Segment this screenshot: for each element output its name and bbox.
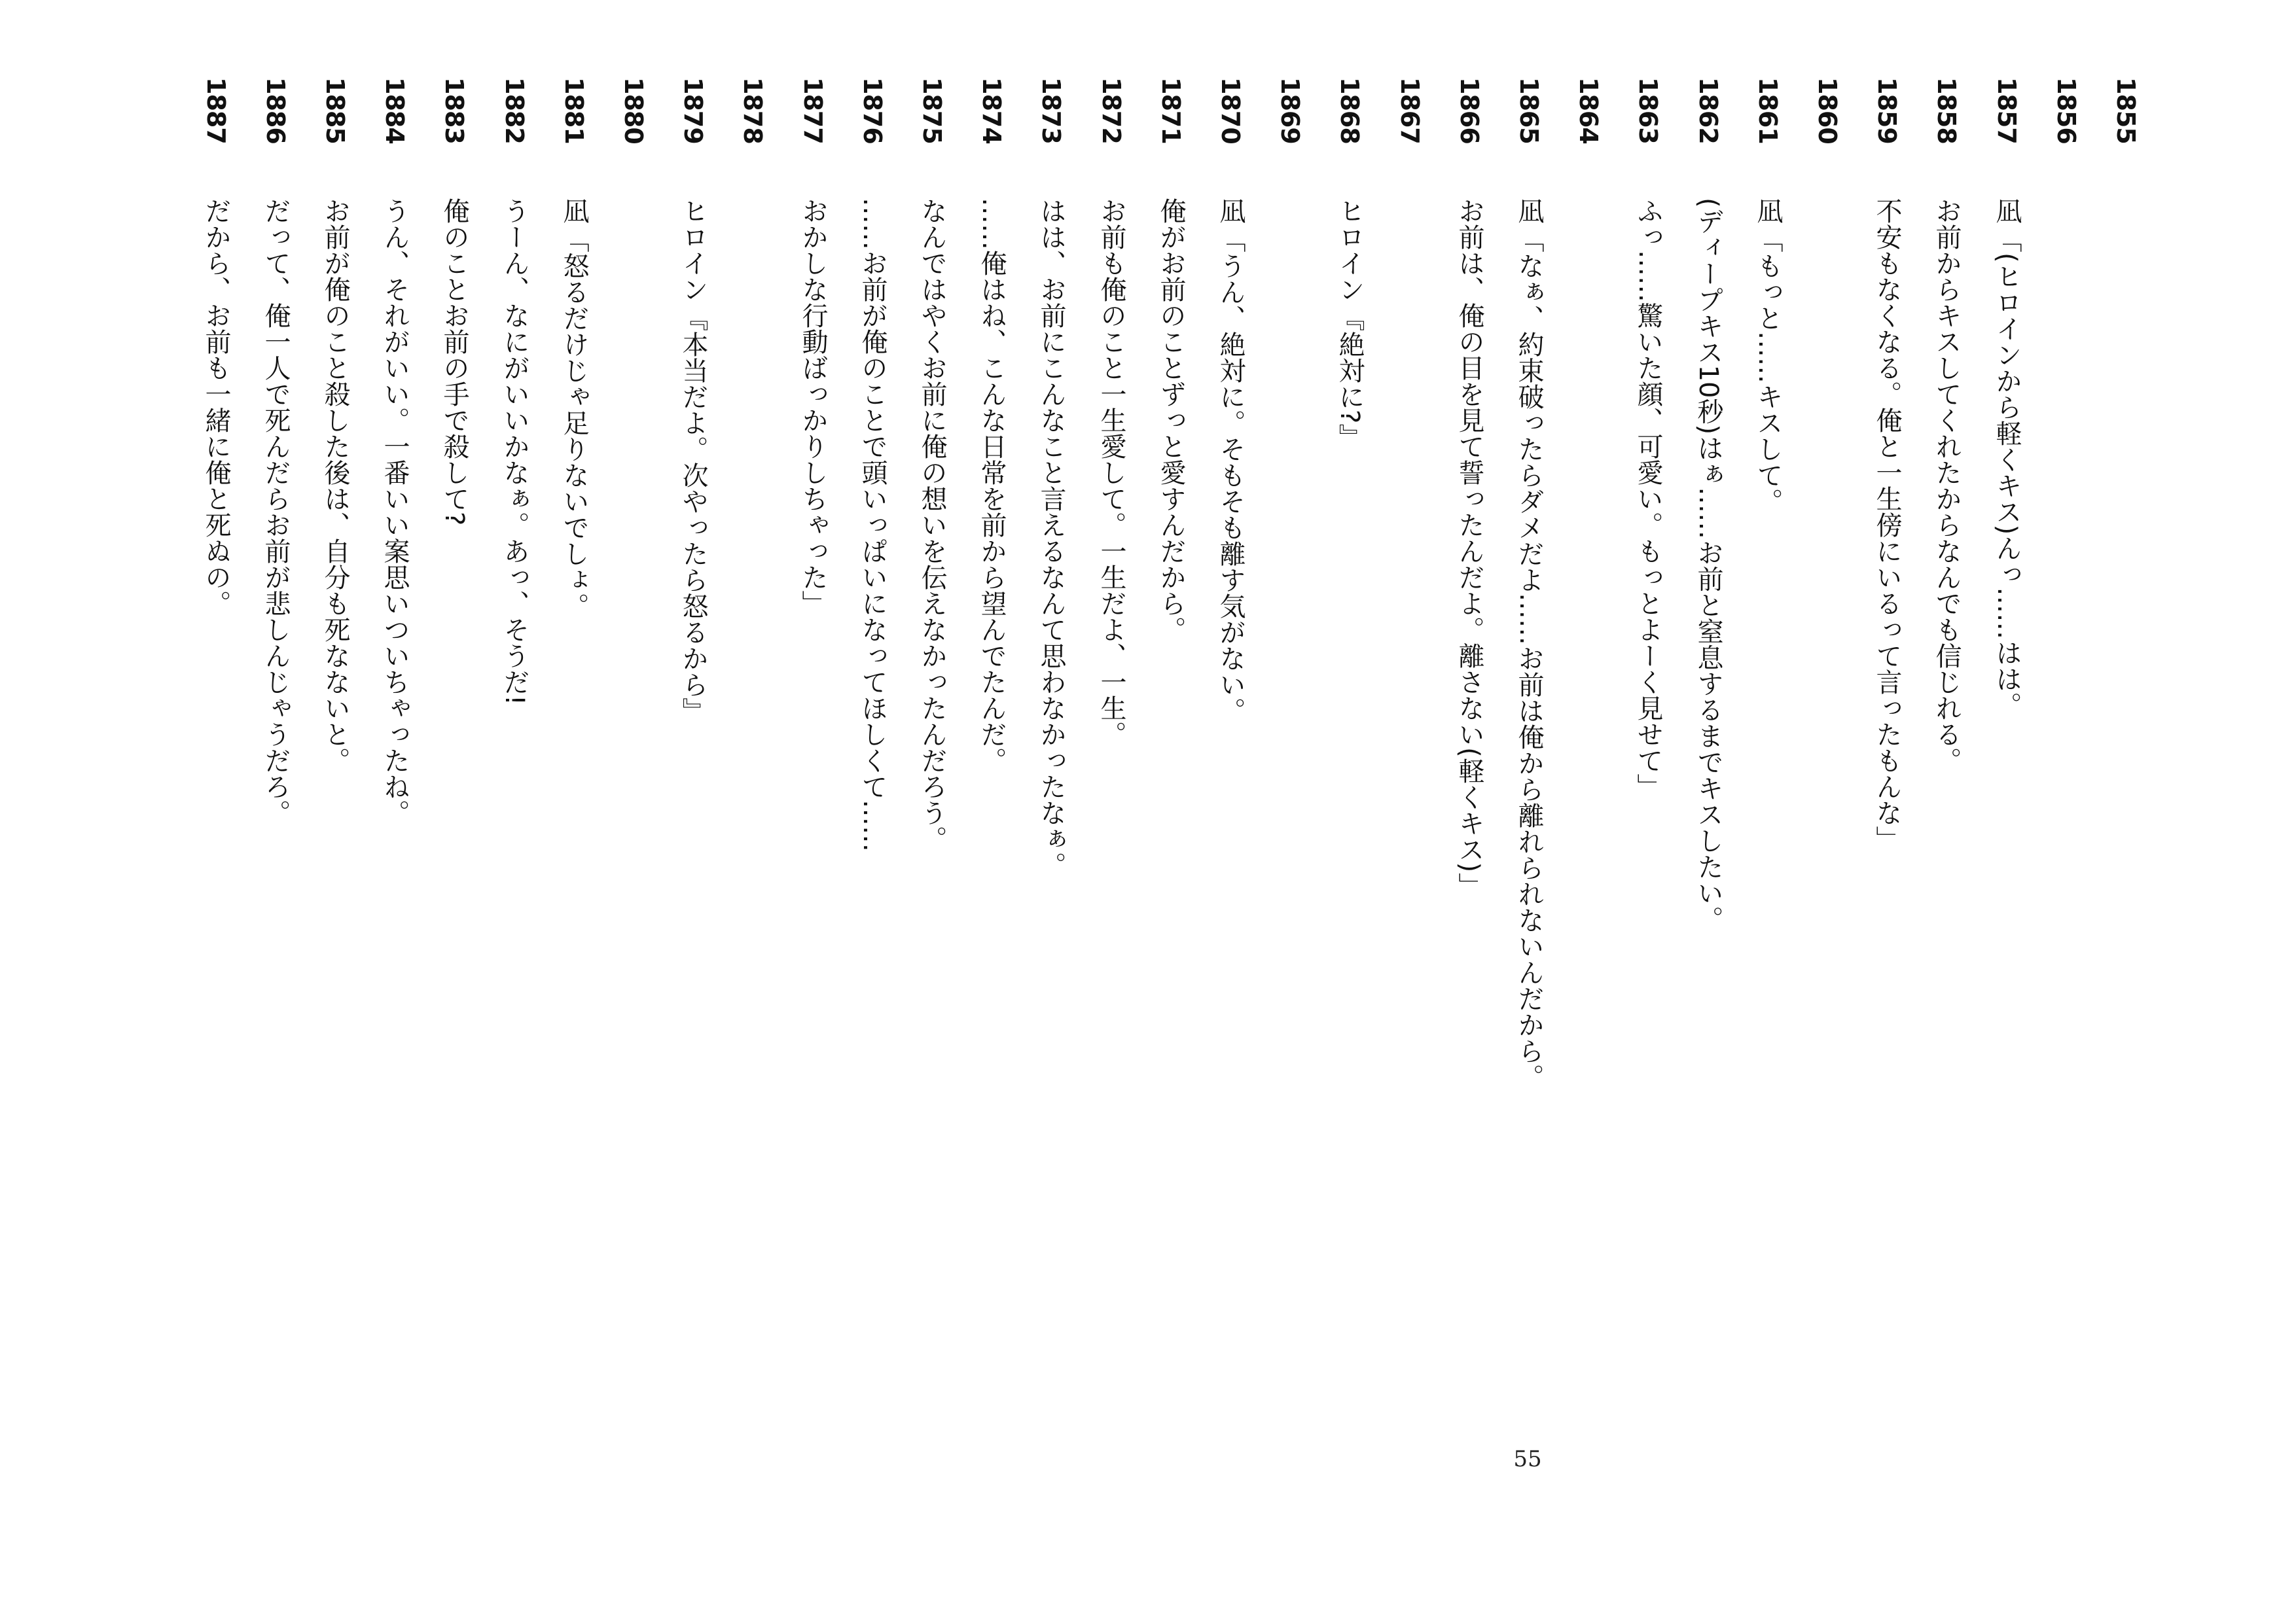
dialogue-continuation: おかしな行動ばっかりしちゃった」 — [798, 198, 828, 616]
dialogue-continuation: なんではやくお前に俺の想いを伝えなかったんだろう。 — [917, 198, 947, 852]
speaker-name: ヒロイン — [678, 198, 708, 302]
script-line — [1801, 77, 1854, 1425]
script-line — [726, 77, 779, 1425]
dialogue-continuation: お前が俺のこと殺した後は、自分も死なないと。 — [320, 198, 350, 773]
script-line — [1682, 77, 1734, 1425]
script-line — [1981, 77, 2033, 1425]
line-number: 1874 — [977, 77, 1006, 144]
speaker-name: 凪 — [559, 198, 589, 224]
script-line — [1085, 77, 1138, 1425]
line-number: 1887 — [202, 77, 230, 144]
dialogue-continuation: お前も俺のこと一生愛して。一生だよ、一生。 — [1096, 198, 1126, 747]
speaker-name: 凪 — [1753, 198, 1783, 224]
script-line — [249, 77, 302, 1425]
dialogue-continuation: 俺がお前のことずっと愛すんだから。 — [1156, 198, 1186, 643]
dialogue-continuation: (ディープキス10秒)はぁ……お前と窒息するまでキスしたい。 — [1693, 198, 1723, 932]
line-number: 1856 — [2052, 77, 2081, 144]
line-number: 1885 — [321, 77, 350, 144]
script-line — [787, 77, 839, 1425]
dialogue-continuation: ……お前が俺のことで頭いっぱいになってほしくて…… — [857, 198, 888, 852]
dialogue-text: 「怒るだけじゃ足りないでしょ。 — [559, 226, 589, 619]
dialogue-text: 『絶対に?』 — [1335, 305, 1365, 450]
dialogue-continuation: はは、お前にこんなこと言えるなんて思わなかったなぁ。 — [1036, 198, 1066, 878]
line-number: 1858 — [1932, 77, 1961, 144]
speaker-name: 凪 — [1514, 198, 1544, 224]
script-line — [1204, 77, 1257, 1425]
script-line — [1861, 77, 1913, 1425]
line-number: 1877 — [798, 77, 827, 144]
line-number: 1882 — [500, 77, 529, 144]
page-number: 55 — [1513, 1446, 1542, 1472]
script-line — [1742, 77, 1794, 1425]
line-number: 1863 — [1634, 77, 1662, 144]
script-line — [1920, 77, 1973, 1425]
line-number: 1879 — [679, 77, 708, 144]
script-line — [428, 77, 480, 1425]
line-number: 1865 — [1515, 77, 1543, 144]
dialogue-continuation: だから、お前も一緒に俺と死ぬの。 — [201, 198, 231, 616]
line-number: 1872 — [1097, 77, 1126, 144]
script-line — [309, 77, 361, 1425]
script-line — [368, 77, 421, 1425]
line-number: 1869 — [1276, 77, 1304, 144]
line-number: 1873 — [1037, 77, 1066, 144]
line-number: 1857 — [1992, 77, 2021, 144]
script-line — [488, 77, 541, 1425]
speaker-name: 凪 — [1992, 198, 2022, 224]
script-line — [1145, 77, 1197, 1425]
script-line — [1384, 77, 1436, 1425]
script-line — [190, 77, 242, 1425]
script-line — [1443, 77, 1496, 1425]
line-number: 1866 — [1455, 77, 1484, 144]
dialogue-continuation: お前は、俺の目を見て誓ったんだよ。離さない(軽くキス)」 — [1454, 198, 1484, 899]
script-line — [1025, 77, 1077, 1425]
line-number: 1864 — [1574, 77, 1603, 144]
dialogue-text: 「なぁ、約束破ったらダメだよ……お前は俺から離れられないんだから。 — [1514, 226, 1544, 1090]
script-line — [2100, 77, 2152, 1425]
line-number: 1878 — [738, 77, 767, 144]
line-number: 1861 — [1753, 77, 1782, 144]
dialogue-continuation: お前からキスしてくれたからなんでも信じれる。 — [1931, 198, 1962, 773]
line-number: 1871 — [1157, 77, 1185, 144]
line-number: 1867 — [1395, 77, 1424, 144]
line-number: 1880 — [619, 77, 648, 144]
script-line — [607, 77, 660, 1425]
speaker-name: ヒロイン — [1335, 198, 1365, 302]
dialogue-continuation: ふっ……驚いた顔、可愛い。もっとよーく見せて」 — [1633, 198, 1663, 800]
line-number: 1862 — [1694, 77, 1723, 144]
line-number: 1859 — [1873, 77, 1901, 144]
script-line — [906, 77, 958, 1425]
dialogue-continuation: うん、それがいい。一番いい案思いついちゃったね。 — [380, 198, 410, 826]
script-line — [1323, 77, 1376, 1425]
script-line — [2040, 77, 2092, 1425]
script-line — [548, 77, 600, 1425]
dialogue-continuation: うーん、なにがいいかなぁ。あっ、そうだ! — [499, 198, 529, 706]
script-line — [965, 77, 1018, 1425]
dialogue-text: 『本当だよ。次やったら怒るから』 — [678, 305, 708, 724]
line-number: 1875 — [918, 77, 946, 144]
dialogue-continuation: ……俺はね、こんな日常を前から望んでたんだ。 — [977, 198, 1007, 773]
script-line — [1622, 77, 1674, 1425]
script-line — [846, 77, 899, 1425]
line-number: 1855 — [2111, 77, 2140, 144]
dialogue-text: 「もっと……キスして。 — [1753, 226, 1783, 514]
line-number: 1868 — [1335, 77, 1364, 144]
dialogue-continuation: 俺のことお前の手で殺して? — [439, 198, 469, 526]
script-line — [1562, 77, 1615, 1425]
line-number: 1860 — [1813, 77, 1842, 144]
line-number: 1883 — [440, 77, 469, 144]
script-line — [1503, 77, 1555, 1425]
line-number: 1870 — [1216, 77, 1245, 144]
dialogue-continuation: だって、俺一人で死んだらお前が悲しんじゃうだろ。 — [260, 198, 291, 826]
line-number: 1881 — [560, 77, 588, 144]
line-number: 1876 — [858, 77, 887, 144]
dialogue-continuation: 不安もなくなる。俺と一生傍にいるって言ったもんな」 — [1872, 198, 1902, 852]
speaker-name: 凪 — [1215, 198, 1246, 224]
line-number: 1886 — [261, 77, 290, 144]
dialogue-text: 「(ヒロインから軽くキス)んっ……はは。 — [1992, 226, 2022, 718]
script-line — [667, 77, 719, 1425]
line-number: 1884 — [380, 77, 409, 144]
script-line — [1264, 77, 1316, 1425]
dialogue-text: 「うん、絶対に。そもそも離す気がない。 — [1215, 226, 1246, 724]
